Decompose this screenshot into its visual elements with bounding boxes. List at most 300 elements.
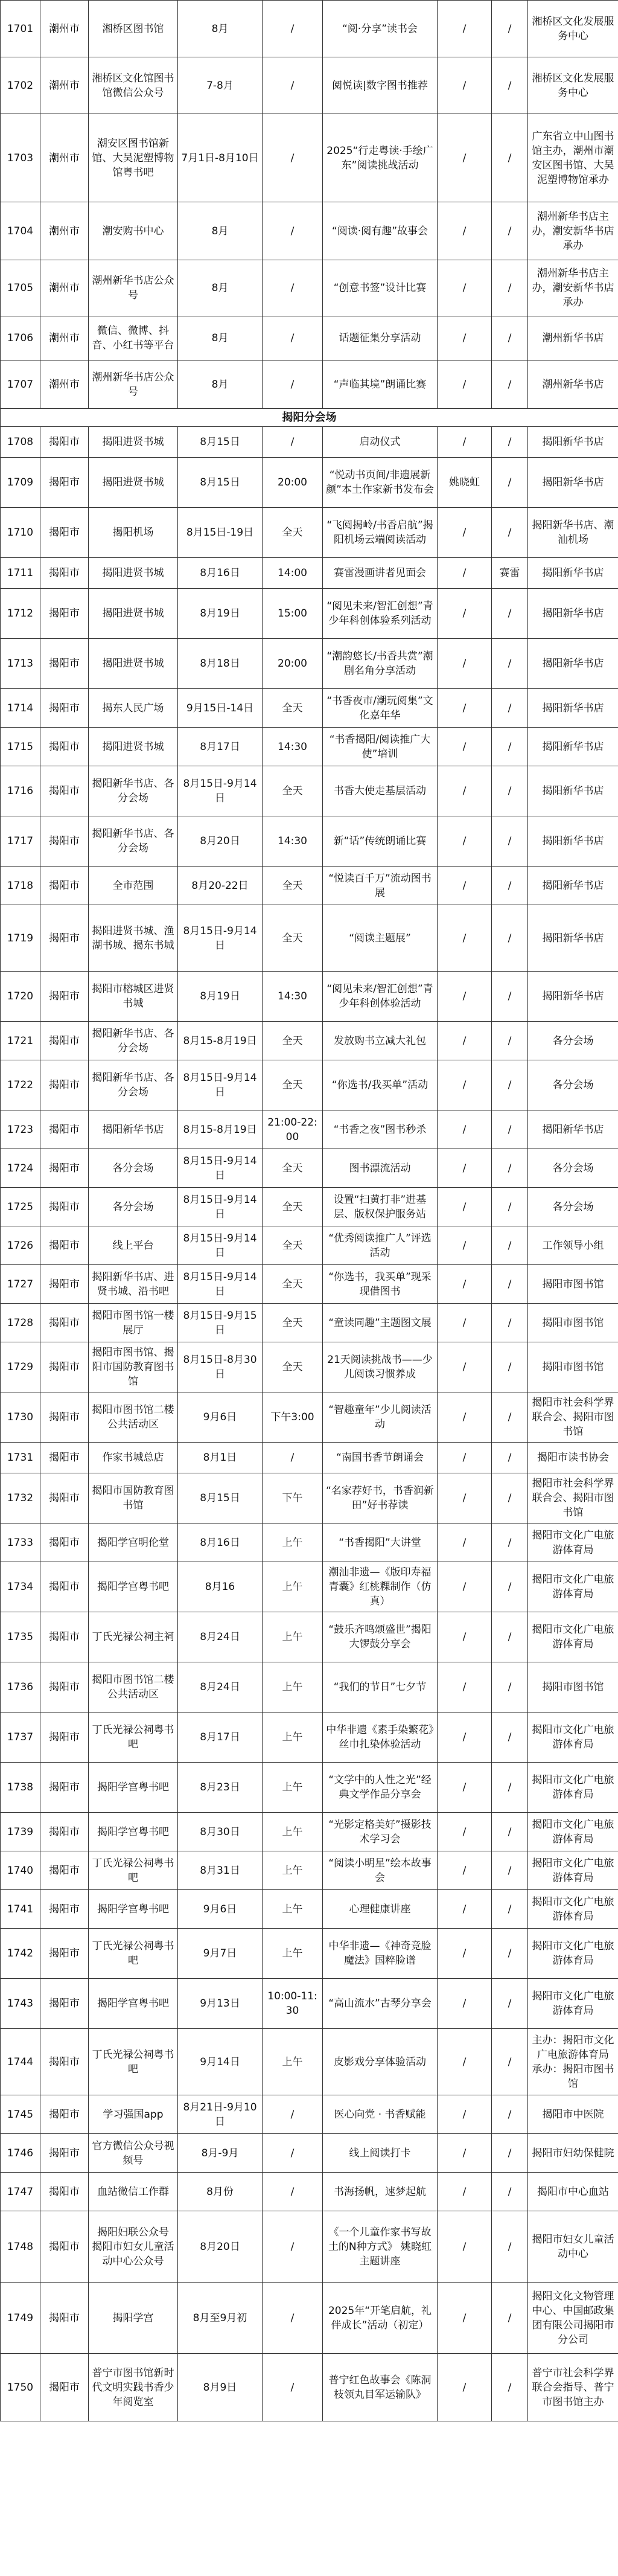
activity-name-cell: 图书漂流活动 — [323, 1149, 438, 1188]
venue-cell: 湘桥区文化馆图书馆微信公众号 — [89, 57, 178, 114]
host-cell: / — [492, 2354, 528, 2421]
table-row — [1, 2134, 618, 2173]
guest-cell: / — [438, 1813, 492, 1851]
organizer-cell: 揭阳市文化广电旅游体育局 — [528, 1813, 618, 1851]
date-cell: 8月19日 — [178, 972, 263, 1022]
city-cell: 揭阳市 — [40, 1149, 89, 1188]
city-cell: 揭阳市 — [40, 427, 89, 458]
city-cell: 揭阳市 — [40, 2283, 89, 2354]
date-cell: 8月30日 — [178, 1813, 263, 1851]
time-cell: / — [263, 202, 323, 260]
guest-cell: / — [438, 427, 492, 458]
organizer-cell: 潮州新华书店 — [528, 316, 618, 360]
host-cell: / — [492, 2095, 528, 2134]
table-row — [1, 316, 618, 360]
activity-name-cell: “童读同趣”主题图文展 — [323, 1304, 438, 1342]
activity-name-cell: 2025年“开笔启航，礼伴成长”活动（初定） — [323, 2283, 438, 2354]
host-cell: / — [492, 1110, 528, 1149]
time-cell: 全天 — [263, 1149, 323, 1188]
time-cell: 上午 — [263, 1523, 323, 1562]
host-cell: / — [492, 1979, 528, 2029]
venue-cell: 潮安区图书馆新馆、大吴泥塑博物馆粤书吧 — [89, 114, 178, 202]
organizer-cell: 揭阳新华书店 — [528, 728, 618, 766]
city-cell: 揭阳市 — [40, 2173, 89, 2211]
guest-cell: / — [438, 1110, 492, 1149]
activity-name-cell: “文学中的人性之光”经典文学作品分享会 — [323, 1763, 438, 1813]
host-cell: / — [492, 1, 528, 57]
date-cell: 9月6日 — [178, 1890, 263, 1929]
row-number: 1708 — [1, 427, 40, 458]
organizer-cell: 揭阳市中医院 — [528, 2095, 618, 2134]
city-cell: 揭阳市 — [40, 589, 89, 639]
organizer-cell: 各分会场 — [528, 1188, 618, 1226]
city-cell: 揭阳市 — [40, 1713, 89, 1763]
time-cell: 14:30 — [263, 728, 323, 766]
venue-cell: 官方微信公众号视频号 — [89, 2134, 178, 2173]
venue-cell: 湘桥区图书馆 — [89, 1, 178, 57]
time-cell: 上午 — [263, 1662, 323, 1713]
city-cell: 潮州市 — [40, 360, 89, 409]
table-row — [1, 816, 618, 867]
table-row — [1, 1060, 618, 1110]
date-cell: 8月1日 — [178, 1443, 263, 1473]
guest-cell: / — [438, 508, 492, 558]
guest-cell: / — [438, 1763, 492, 1813]
city-cell: 揭阳市 — [40, 1473, 89, 1523]
time-cell: / — [263, 2211, 323, 2283]
time-cell: 上午 — [263, 1890, 323, 1929]
time-cell: / — [263, 2283, 323, 2354]
table-row — [1, 639, 618, 689]
venue-cell: 丁氏光禄公祠主祠 — [89, 1612, 178, 1662]
venue-cell: 揭阳市国防教育图书馆 — [89, 1473, 178, 1523]
activity-name-cell: 启动仪式 — [323, 427, 438, 458]
venue-cell: 揭阳新华书店、各分会场 — [89, 1022, 178, 1060]
date-cell: 8月15日 — [178, 458, 263, 508]
time-cell: 上午 — [263, 1851, 323, 1890]
section-title: 揭阳分会场 — [1, 409, 618, 427]
activity-name-cell: “阅读·阅有趣”故事会 — [323, 202, 438, 260]
time-cell: 上午 — [263, 1612, 323, 1662]
activity-name-cell: “书香揭阳/阅读推广大使”培训 — [323, 728, 438, 766]
venue-cell: 揭阳新华书店、各分会场 — [89, 766, 178, 816]
venue-cell: 学习强国app — [89, 2095, 178, 2134]
guest-cell: / — [438, 728, 492, 766]
table-row — [1, 1473, 618, 1523]
organizer-cell: 揭阳新华书店 — [528, 766, 618, 816]
guest-cell: / — [438, 1342, 492, 1392]
row-number: 1717 — [1, 816, 40, 867]
organizer-cell: 揭阳市文化广电旅游体育局 — [528, 1562, 618, 1612]
guest-cell: 姚晓虹 — [438, 458, 492, 508]
table-row — [1, 728, 618, 766]
date-cell: 7-8月 — [178, 57, 263, 114]
table-row — [1, 589, 618, 639]
date-cell: 8月15日 — [178, 427, 263, 458]
time-cell: / — [263, 260, 323, 316]
row-number: 1728 — [1, 1304, 40, 1342]
venue-cell: 潮州新华书店公众号 — [89, 260, 178, 316]
table-row — [1, 2029, 618, 2095]
venue-cell: 揭阳学宫粤书吧 — [89, 1890, 178, 1929]
city-cell: 揭阳市 — [40, 1342, 89, 1392]
guest-cell: / — [438, 816, 492, 867]
venue-cell: 揭阳学宫粤书吧 — [89, 1562, 178, 1612]
activity-name-cell: 21天阅读挑战书——少儿阅读习惯养成 — [323, 1342, 438, 1392]
organizer-cell: 揭阳市文化广电旅游体育局 — [528, 1929, 618, 1979]
time-cell: 全天 — [263, 1060, 323, 1110]
row-number: 1716 — [1, 766, 40, 816]
date-cell: 8月15日-8月30日 — [178, 1342, 263, 1392]
city-cell: 揭阳市 — [40, 1851, 89, 1890]
row-number: 1747 — [1, 2173, 40, 2211]
table-row — [1, 1612, 618, 1662]
host-cell: / — [492, 1149, 528, 1188]
table-row — [1, 766, 618, 816]
host-cell: / — [492, 2211, 528, 2283]
guest-cell: / — [438, 905, 492, 972]
venue-cell: 揭阳学宫粤书吧 — [89, 1813, 178, 1851]
activity-name-cell: “光影定格美好”摄影技术学习会 — [323, 1813, 438, 1851]
organizer-cell: 揭阳市文化广电旅游体育局 — [528, 1851, 618, 1890]
date-cell: 8月16 — [178, 1562, 263, 1612]
time-cell: 全天 — [263, 1226, 323, 1265]
city-cell: 揭阳市 — [40, 1443, 89, 1473]
activity-name-cell: “你选书，我买单”现采现借图书 — [323, 1265, 438, 1304]
venue-cell: 揭阳学宫 — [89, 2283, 178, 2354]
table-row — [1, 1929, 618, 1979]
activity-name-cell: 线上阅读打卡 — [323, 2134, 438, 2173]
time-cell: / — [263, 2095, 323, 2134]
activity-name-cell: “潮韵悠长/书香共赏”潮剧名角分享活动 — [323, 639, 438, 689]
activity-name-cell: “阅读小明星”绘本故事会 — [323, 1851, 438, 1890]
organizer-cell: 揭阳市文化广电旅游体育局 — [528, 1612, 618, 1662]
venue-cell: 揭阳学宫粤书吧 — [89, 1979, 178, 2029]
row-number: 1727 — [1, 1265, 40, 1304]
host-cell: / — [492, 1392, 528, 1443]
table-row — [1, 1304, 618, 1342]
table-row — [1, 1851, 618, 1890]
organizer-cell: 揭阳市文化广电旅游体育局 — [528, 1979, 618, 2029]
host-cell: / — [492, 1022, 528, 1060]
guest-cell: / — [438, 2095, 492, 2134]
date-cell: 8月19日 — [178, 589, 263, 639]
guest-cell: / — [438, 558, 492, 589]
organizer-cell: 揭阳市图书馆 — [528, 1342, 618, 1392]
city-cell: 揭阳市 — [40, 766, 89, 816]
organizer-cell: 揭阳新华书店 — [528, 972, 618, 1022]
venue-cell: 揭阳进贤书城 — [89, 639, 178, 689]
host-cell: / — [492, 1304, 528, 1342]
city-cell: 揭阳市 — [40, 458, 89, 508]
time-cell: 全天 — [263, 867, 323, 905]
organizer-cell: 揭阳市文化广电旅游体育局 — [528, 1763, 618, 1813]
host-cell: / — [492, 1929, 528, 1979]
table-row — [1, 1662, 618, 1713]
row-number: 1731 — [1, 1443, 40, 1473]
organizer-cell: 揭阳市中心血站 — [528, 2173, 618, 2211]
date-cell: 8月15日-9月15日 — [178, 1304, 263, 1342]
row-number: 1726 — [1, 1226, 40, 1265]
time-cell: 20:00 — [263, 458, 323, 508]
activity-name-cell: “书香之夜”图书秒杀 — [323, 1110, 438, 1149]
row-number: 1749 — [1, 2283, 40, 2354]
venue-cell: 揭阳进贤书城、渔湖书城、揭东书城 — [89, 905, 178, 972]
row-number: 1715 — [1, 728, 40, 766]
venue-cell: 丁氏光禄公祠粤书吧 — [89, 1713, 178, 1763]
organizer-cell: 揭阳新华书店、潮汕机场 — [528, 508, 618, 558]
time-cell: 全天 — [263, 905, 323, 972]
host-cell: / — [492, 1662, 528, 1713]
venue-cell: 揭阳妇联公众号 揭阳市妇女儿童活动中心公众号 — [89, 2211, 178, 2283]
time-cell: 10:00-11:30 — [263, 1979, 323, 2029]
table-row — [1, 458, 618, 508]
organizer-cell: 潮州新华书店 — [528, 360, 618, 409]
venue-cell: 揭阳进贤书城 — [89, 589, 178, 639]
host-cell: / — [492, 1342, 528, 1392]
table-row — [1, 1763, 618, 1813]
activity-name-cell: 阅悦读|数字图书推荐 — [323, 57, 438, 114]
organizer-cell: 潮州新华书店主办，潮安新华书店承办 — [528, 202, 618, 260]
host-cell: / — [492, 1060, 528, 1110]
city-cell: 潮州市 — [40, 1, 89, 57]
row-number: 1709 — [1, 458, 40, 508]
venue-cell: 揭阳市图书馆一楼展厅 — [89, 1304, 178, 1342]
host-cell: / — [492, 2283, 528, 2354]
time-cell: / — [263, 2173, 323, 2211]
guest-cell: / — [438, 1265, 492, 1304]
row-number: 1738 — [1, 1763, 40, 1813]
organizer-cell: 揭阳市图书馆 — [528, 1662, 618, 1713]
date-cell: 8月23日 — [178, 1763, 263, 1813]
time-cell: / — [263, 1, 323, 57]
table-row — [1, 427, 618, 458]
guest-cell: / — [438, 1929, 492, 1979]
activity-name-cell: 书香大使走基层活动 — [323, 766, 438, 816]
guest-cell: / — [438, 1226, 492, 1265]
guest-cell: / — [438, 2354, 492, 2421]
host-cell: / — [492, 639, 528, 689]
activity-name-cell: 普宁红色故事会《陈洞枝领丸目军运输队》 — [323, 2354, 438, 2421]
date-cell: 8月20日 — [178, 816, 263, 867]
date-cell: 8月20日 — [178, 2211, 263, 2283]
organizer-cell: 各分会场 — [528, 1060, 618, 1110]
city-cell: 揭阳市 — [40, 2134, 89, 2173]
table-row — [1, 1188, 618, 1226]
venue-cell: 微信、微博、抖音、小红书等平台 — [89, 316, 178, 360]
organizer-cell: 揭阳市文化广电旅游体育局 — [528, 1890, 618, 1929]
host-cell: / — [492, 728, 528, 766]
organizer-cell: 各分会场 — [528, 1022, 618, 1060]
table-row — [1, 260, 618, 316]
date-cell: 8月24日 — [178, 1662, 263, 1713]
guest-cell: / — [438, 202, 492, 260]
venue-cell: 揭阳进贤书城 — [89, 728, 178, 766]
row-number: 1712 — [1, 589, 40, 639]
venue-cell: 揭阳进贤书城 — [89, 558, 178, 589]
city-cell: 揭阳市 — [40, 1662, 89, 1713]
time-cell: 全天 — [263, 508, 323, 558]
activity-name-cell: “你选书/我买单”活动 — [323, 1060, 438, 1110]
guest-cell: / — [438, 589, 492, 639]
table-row — [1, 905, 618, 972]
venue-cell: 血站微信工作群 — [89, 2173, 178, 2211]
date-cell: 9月6日 — [178, 1392, 263, 1443]
date-cell: 9月13日 — [178, 1979, 263, 2029]
venue-cell: 揭阳新华书店、各分会场 — [89, 816, 178, 867]
activity-name-cell: “名家荐好书，书香润新田”好书荐读 — [323, 1473, 438, 1523]
time-cell: 14:00 — [263, 558, 323, 589]
row-number: 1707 — [1, 360, 40, 409]
time-cell: 上午 — [263, 1763, 323, 1813]
city-cell: 揭阳市 — [40, 1022, 89, 1060]
table-row — [1, 972, 618, 1022]
row-number: 1704 — [1, 202, 40, 260]
city-cell: 揭阳市 — [40, 1612, 89, 1662]
activity-name-cell: “悦读百千万”流动图书展 — [323, 867, 438, 905]
organizer-cell: 揭阳文化文物管理中心、中国邮政集团有限公司揭阳市分公司 — [528, 2283, 618, 2354]
city-cell: 揭阳市 — [40, 972, 89, 1022]
guest-cell: / — [438, 2211, 492, 2283]
guest-cell: / — [438, 1149, 492, 1188]
date-cell: 8月9日 — [178, 2354, 263, 2421]
date-cell: 8月15日-9月14日 — [178, 1188, 263, 1226]
table-row — [1, 2095, 618, 2134]
row-number: 1744 — [1, 2029, 40, 2095]
host-cell: / — [492, 689, 528, 728]
host-cell: / — [492, 1226, 528, 1265]
table-row — [1, 1392, 618, 1443]
venue-cell: 普宁市图书馆新时代文明实践书香少年阅览室 — [89, 2354, 178, 2421]
date-cell: 8月18日 — [178, 639, 263, 689]
row-number: 1739 — [1, 1813, 40, 1851]
table-row — [1, 1523, 618, 1562]
host-cell: / — [492, 260, 528, 316]
city-cell: 揭阳市 — [40, 1110, 89, 1149]
time-cell: 20:00 — [263, 639, 323, 689]
city-cell: 揭阳市 — [40, 1979, 89, 2029]
host-cell: / — [492, 427, 528, 458]
venue-cell: 丁氏光禄公祠粤书吧 — [89, 1929, 178, 1979]
guest-cell: / — [438, 2283, 492, 2354]
organizer-cell: 湘桥区文化发展服务中心 — [528, 57, 618, 114]
table-row — [1, 1890, 618, 1929]
city-cell: 揭阳市 — [40, 867, 89, 905]
table-row — [1, 114, 618, 202]
organizer-cell: 潮州新华书店主办，潮安新华书店承办 — [528, 260, 618, 316]
table-row — [1, 1979, 618, 2029]
time-cell: 上午 — [263, 1562, 323, 1612]
row-number: 1723 — [1, 1110, 40, 1149]
row-number: 1701 — [1, 1, 40, 57]
activity-name-cell: 中华非遗—《神奇竞脸魔法》国粹脸谱 — [323, 1929, 438, 1979]
city-cell: 揭阳市 — [40, 2095, 89, 2134]
time-cell: 上午 — [263, 1929, 323, 1979]
guest-cell: / — [438, 360, 492, 409]
row-number: 1733 — [1, 1523, 40, 1562]
host-cell: 赛雷 — [492, 558, 528, 589]
time-cell: 上午 — [263, 1713, 323, 1763]
section-header-body — [1, 409, 618, 427]
row-number: 1748 — [1, 2211, 40, 2283]
city-cell: 揭阳市 — [40, 728, 89, 766]
organizer-cell: 揭阳市图书馆 — [528, 1265, 618, 1304]
organizer-cell: 揭阳新华书店 — [528, 1110, 618, 1149]
activity-name-cell: 赛雷漫画讲者见面会 — [323, 558, 438, 589]
activity-name-cell: “高山流水”古琴分享会 — [323, 1979, 438, 2029]
table-row — [1, 1022, 618, 1060]
date-cell: 8月15日-9月14日 — [178, 905, 263, 972]
city-cell: 揭阳市 — [40, 1060, 89, 1110]
guest-cell: / — [438, 689, 492, 728]
time-cell: / — [263, 360, 323, 409]
city-cell: 揭阳市 — [40, 639, 89, 689]
venue-cell: 揭阳新华书店 — [89, 1110, 178, 1149]
row-number: 1725 — [1, 1188, 40, 1226]
venue-cell: 揭阳学宫粤书吧 — [89, 1763, 178, 1813]
date-cell: 9月7日 — [178, 1929, 263, 1979]
activity-name-cell: 《一个儿童作家书写故土的N种方式》 姚晓虹主题讲座 — [323, 2211, 438, 2283]
table-row — [1, 508, 618, 558]
table-row — [1, 202, 618, 260]
guest-cell: / — [438, 114, 492, 202]
row-number: 1746 — [1, 2134, 40, 2173]
city-cell: 揭阳市 — [40, 1304, 89, 1342]
row-number: 1742 — [1, 1929, 40, 1979]
guest-cell: / — [438, 1851, 492, 1890]
activity-name-cell: “阅·分享”读书会 — [323, 1, 438, 57]
venue-cell: 潮安购书中心 — [89, 202, 178, 260]
host-cell: / — [492, 972, 528, 1022]
table-row — [1, 558, 618, 589]
time-cell: 15:00 — [263, 589, 323, 639]
organizer-cell: 揭阳新华书店 — [528, 589, 618, 639]
activity-name-cell: 心理健康讲座 — [323, 1890, 438, 1929]
row-number: 1735 — [1, 1612, 40, 1662]
organizer-cell: 揭阳新华书店 — [528, 427, 618, 458]
organizer-cell: 揭阳市社会科学界联合会、揭阳市图书馆 — [528, 1392, 618, 1443]
date-cell: 8月15日-19日 — [178, 508, 263, 558]
time-cell: 下午 — [263, 1473, 323, 1523]
table-row — [1, 1342, 618, 1392]
activity-name-cell: “创意书签”设计比赛 — [323, 260, 438, 316]
host-cell: / — [492, 202, 528, 260]
city-cell: 揭阳市 — [40, 1562, 89, 1612]
organizer-cell: 湘桥区文化发展服务中心 — [528, 1, 618, 57]
host-cell: / — [492, 867, 528, 905]
activity-name-cell: “阅读主题展” — [323, 905, 438, 972]
guest-cell: / — [438, 57, 492, 114]
table-row — [1, 57, 618, 114]
table-row — [1, 1, 618, 57]
guest-cell: / — [438, 1662, 492, 1713]
activity-name-cell: 2025“行走粤读·手绘广东”阅读挑战活动 — [323, 114, 438, 202]
host-cell: / — [492, 1188, 528, 1226]
time-cell: 上午 — [263, 2029, 323, 2095]
time-cell: 14:30 — [263, 972, 323, 1022]
venue-cell: 全市范围 — [89, 867, 178, 905]
date-cell: 8月17日 — [178, 1713, 263, 1763]
time-cell: / — [263, 1443, 323, 1473]
row-number: 1721 — [1, 1022, 40, 1060]
date-cell: 8月24日 — [178, 1612, 263, 1662]
organizer-cell: 各分会场 — [528, 1149, 618, 1188]
table-row — [1, 2354, 618, 2421]
row-number: 1714 — [1, 689, 40, 728]
city-cell: 揭阳市 — [40, 1188, 89, 1226]
date-cell: 8月15日-9月14日 — [178, 1226, 263, 1265]
host-cell: / — [492, 1890, 528, 1929]
